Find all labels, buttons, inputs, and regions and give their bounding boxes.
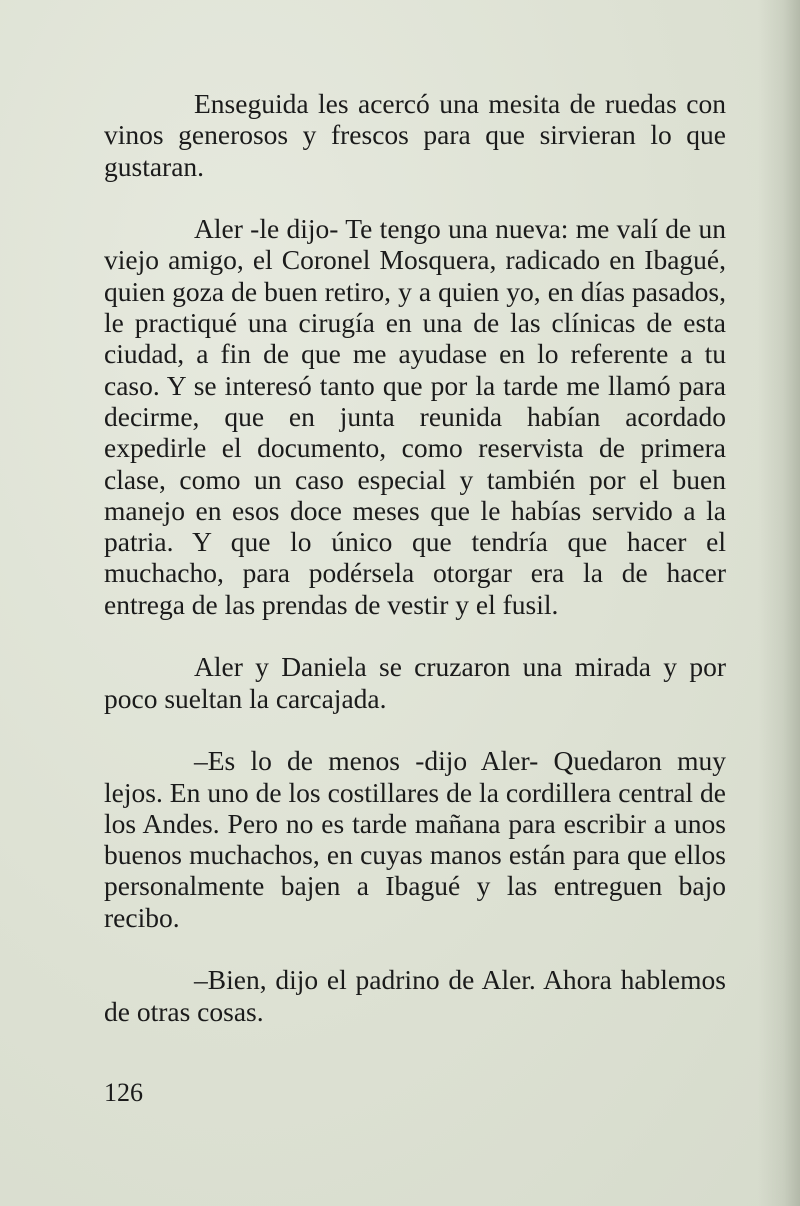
- body-text: [104, 88, 726, 1058]
- page-number: 126: [104, 1078, 143, 1107]
- paragraph: –Bien, dijo el padrino de Aler. Ahora hablemos de otras cosas.: [104, 964, 726, 1027]
- paragraph: Aler -le dijo- Te tengo una nueva: me valí de un viejo amigo, el Coronel Mosquera, radicado en Ibagué, quien goza de buen retiro, y a quien yo, en días pasados, le practiqué una cirugía en una de las clínicas de esta ciudad, a fin de que me ayudase en lo referente a tu caso. Y se interesó tanto que por la tarde me llamó para decirme, que en junta reunida habían acordado expedirle el documento, como reservista de primera clase, como un caso especial y también por el buen manejo en esos doce meses que le habías servido a la patria. Y que lo único que tendría que hacer el muchacho, para podérsela otorgar era la de hacer entrega de las prendas de vestir y el fusil.: [104, 213, 726, 620]
- paragraph: –Es lo de menos -dijo Aler- Quedaron muy lejos. En uno de los costillares de la cordillera central de los Andes. Pero no es tarde mañana para escribir a unos buenos muchachos, en cuyas manos están para que ellos personalmente bajen a Ibagué y las entreguen bajo recibo.: [104, 745, 726, 933]
- page-edge-shadow: [758, 0, 800, 1206]
- paragraph: Aler y Daniela se cruzaron una mirada y por poco sueltan la carcajada.: [104, 651, 726, 714]
- paragraph: Enseguida les acercó una mesita de ruedas con vinos generosos y frescos para que sirvieran lo que gustaran.: [104, 88, 726, 182]
